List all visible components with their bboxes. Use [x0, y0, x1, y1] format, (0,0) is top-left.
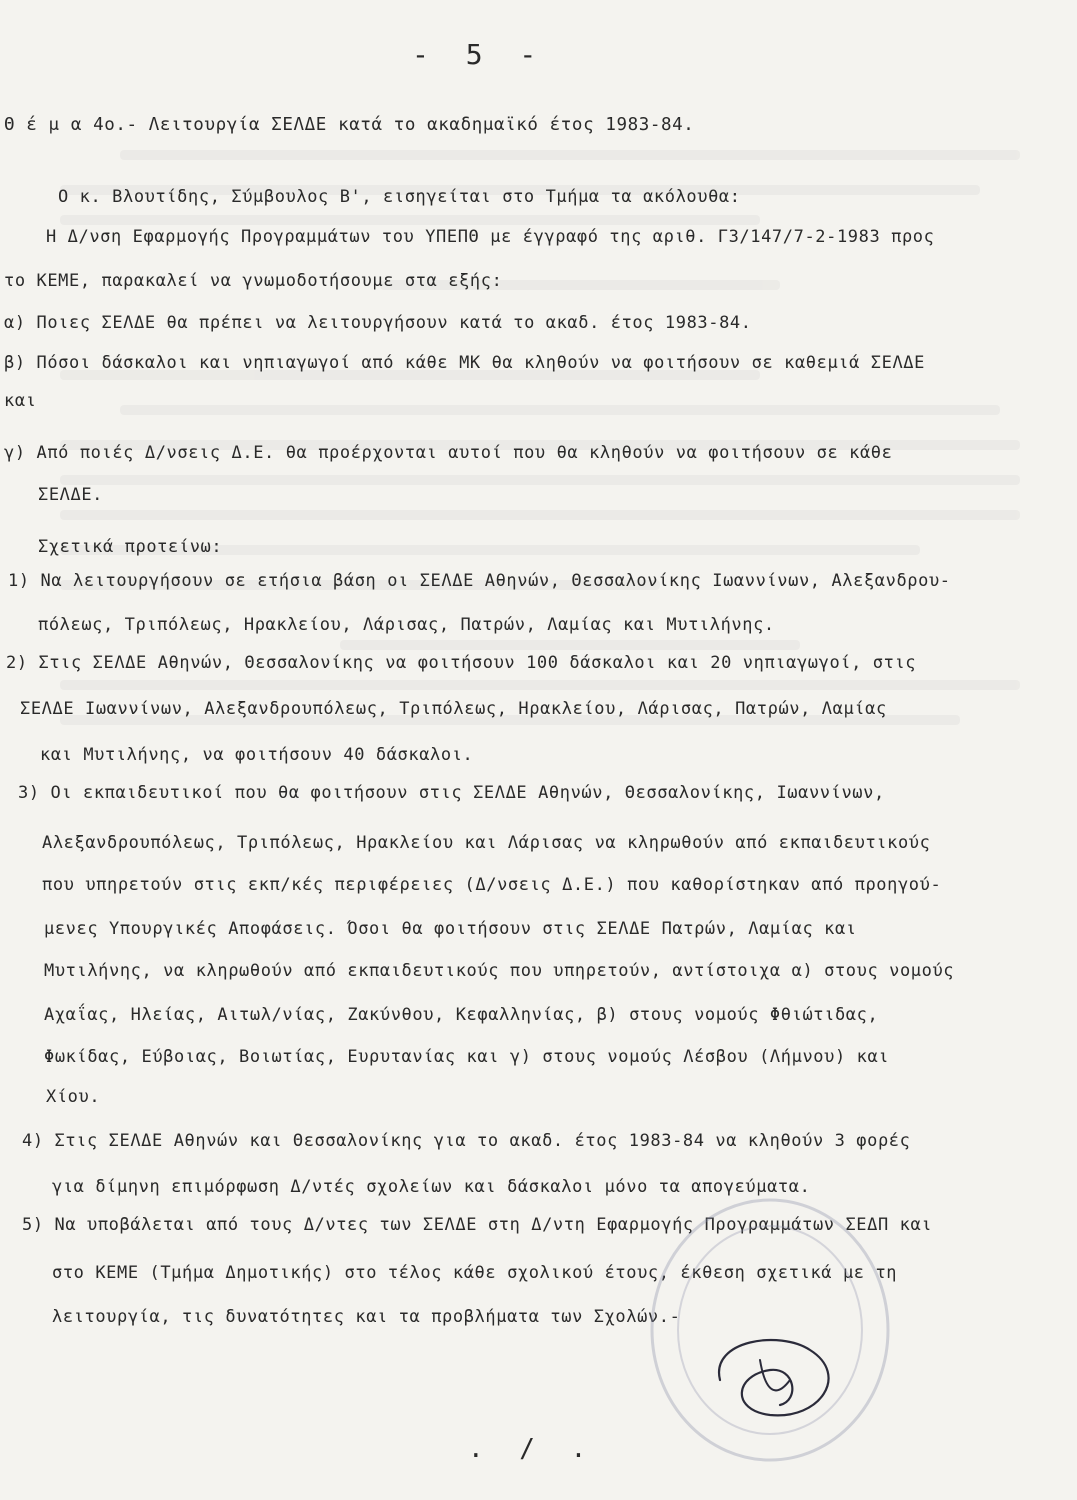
- proposal-item-3-cont: Φωκίδας, Εύβοιας, Βοιωτίας, Ευρυτανίας και γ) στους νομούς Λέσβου (Λήμνου) και: [44, 1047, 890, 1067]
- proposal-item-3-cont: Αλεξανδρουπόλεως, Τριπόλεως, Ηρακλείου και Λάρισας να κληρωθούν από εκπαιδευτικούς: [42, 833, 931, 853]
- proposal-heading: Σχετικά προτείνω:: [38, 537, 223, 557]
- proposal-item-1: 1) Να λειτουργήσουν σε ετήσια βάση οι ΣΕΛΔΕ Αθηνών, Θεσσαλονίκης Ιωαννίνων, Αλεξανδρου-: [8, 571, 951, 591]
- list-item-c-cont: ΣΕΛΔΕ.: [38, 485, 104, 505]
- paragraph-line: το ΚΕΜΕ, παρακαλεί να γνωμοδοτήσουμε στα εξής:: [4, 271, 503, 291]
- proposal-item-4: 4) Στις ΣΕΛΔΕ Αθηνών και Θεσσαλονίκης για το ακαδ. έτος 1983-84 να κληθούν 3 φορές: [22, 1131, 911, 1151]
- proposal-item-3: 3) Οι εκπαιδευτικοί που θα φοιτήσουν στις ΣΕΛΔΕ Αθηνών, Θεσσαλονίκης, Ιωαννίνων,: [18, 783, 885, 803]
- proposal-item-3-cont: μενες Υπουργικές Αποφάσεις. Όσοι θα φοιτήσουν στις ΣΕΛΔΕ Πατρών, Λαμίας και: [44, 919, 857, 939]
- list-item-b: β) Πόσοι δάσκαλοι και νηπιαγωγοί από κάθε ΜΚ θα κληθούν να φοιτήσουν σε καθεμιά ΣΕΛΔΕ: [4, 353, 925, 373]
- proposal-item-5: 5) Να υποβάλεται από τους Δ/ντες των ΣΕΛΔΕ στη Δ/ντη Εφαρμογής Προγραμμάτων ΣΕΔΠ και: [22, 1215, 933, 1235]
- list-item-a: α) Ποιες ΣΕΛΔΕ θα πρέπει να λειτουργήσουν κατά το ακαδ. έτος 1983-84.: [4, 313, 752, 333]
- paragraph-line: Ο κ. Βλουτίδης, Σύμβουλος Β', εισηγείται στο Τμήμα τα ακόλουθα:: [58, 187, 741, 207]
- list-item-c: γ) Από ποιές Δ/νσεις Δ.Ε. θα προέρχονται αυτοί που θα κληθούν να φοιτήσουν σε κάθε: [4, 443, 893, 463]
- proposal-item-5-cont: λειτουργία, τις δυνατότητες και τα προβλήματα των Σχολών.-: [52, 1307, 681, 1327]
- proposal-item-3-cont: Μυτιλήνης, να κληρωθούν από εκπαιδευτικούς που υπηρετούν, αντίστοιχα α) στους νομούς: [44, 961, 955, 981]
- proposal-item-2-cont: ΣΕΛΔΕ Ιωαννίνων, Αλεξανδρουπόλεως, Τριπόλεως, Ηρακλείου, Λάρισας, Πατρών, Λαμίας: [20, 699, 887, 719]
- page-number-bottom: . / .: [468, 1434, 597, 1464]
- proposal-item-3-cont: Χίου.: [46, 1087, 101, 1107]
- handwritten-signature: [700, 1320, 860, 1430]
- page-number-top: - 5 -: [412, 38, 547, 71]
- proposal-item-3-cont: Αχαΐας, Ηλείας, Αιτωλ/νίας, Ζακύνθου, Κεφαλληνίας, β) στους νομούς Φθιώτιδας,: [44, 1005, 879, 1025]
- proposal-item-3-cont: που υπηρετούν στις εκπ/κές περιφέρειες (Δ/νσεις Δ.Ε.) που καθορίστηκαν από προηγού-: [42, 875, 942, 895]
- proposal-item-4-cont: για δίμηνη επιμόρφωση Δ/ντές σχολείων και δάσκαλοι μόνο τα απογεύματα.: [52, 1177, 811, 1197]
- list-item-b-cont: και: [4, 391, 37, 411]
- paragraph-line: Η Δ/νση Εφαρμογής Προγραμμάτων του ΥΠΕΠΘ με έγγραφό της αριθ. Γ3/147/7-2-1983 προς: [46, 227, 935, 247]
- proposal-item-2-cont: και Μυτιλήνης, να φοιτήσουν 40 δάσκαλοι.: [40, 745, 474, 765]
- proposal-item-5-cont: στο ΚΕΜΕ (Τμήμα Δημοτικής) στο τέλος κάθε σχολικού έτους, έκθεση σχετικά με τη: [52, 1263, 898, 1283]
- topic-heading: Θ έ μ α 4ο.- Λειτουργία ΣΕΛΔΕ κατά το ακαδημαϊκό έτος 1983-84.: [4, 115, 695, 135]
- proposal-item-1-cont: πόλεως, Τριπόλεως, Ηρακλείου, Λάρισας, Πατρών, Λαμίας και Μυτιλήνης.: [38, 615, 775, 635]
- proposal-item-2: 2) Στις ΣΕΛΔΕ Αθηνών, Θεσσαλονίκης να φοιτήσουν 100 δάσκαλοι και 20 νηπιαγωγοί, στις: [6, 653, 917, 673]
